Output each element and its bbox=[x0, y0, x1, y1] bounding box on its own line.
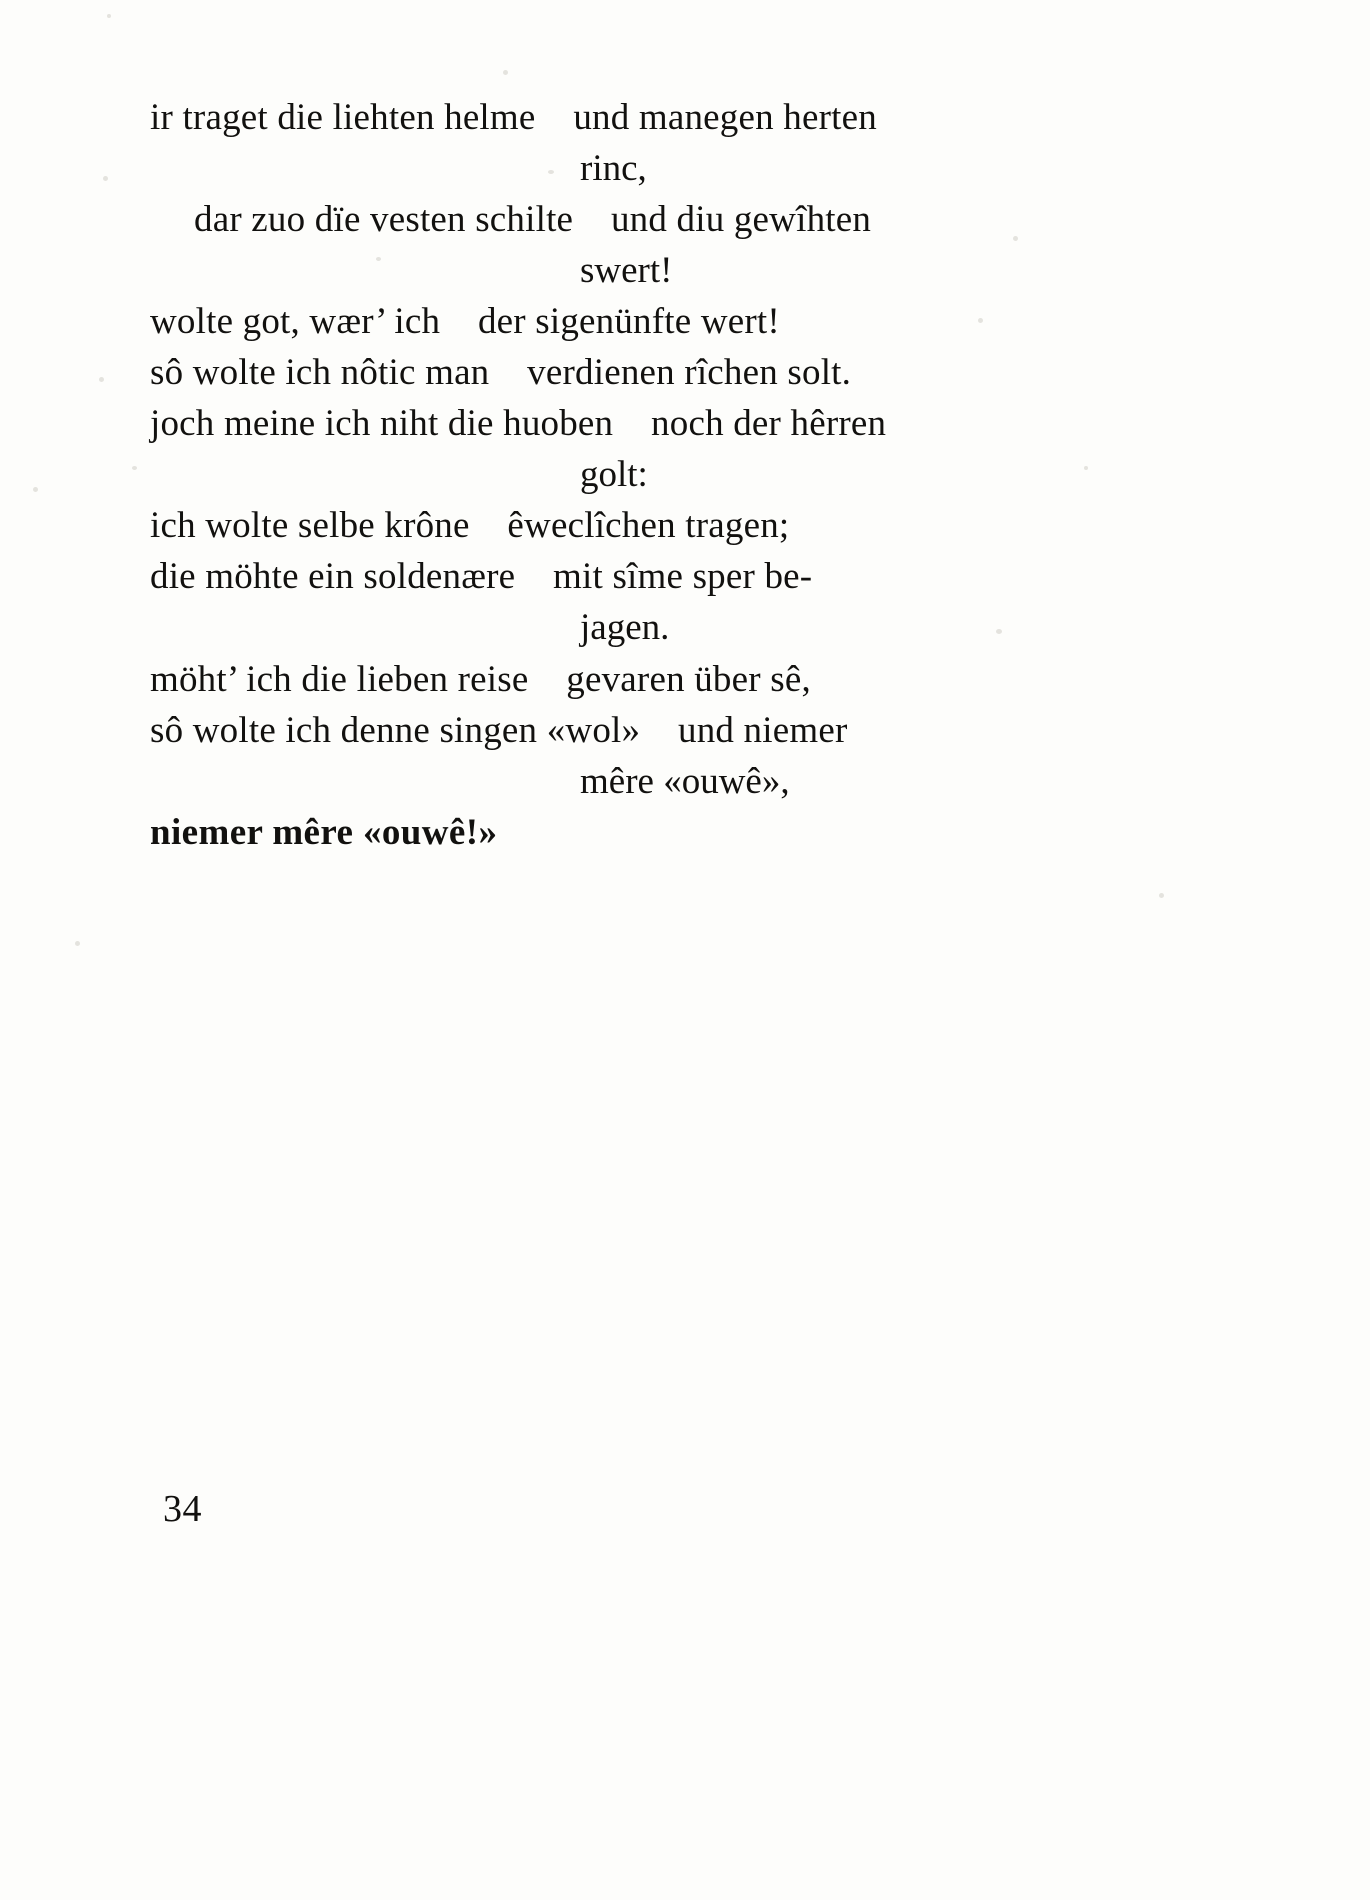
poem-line-final: niemer mêre «ouwê!» bbox=[150, 811, 498, 853]
scan-speck bbox=[103, 176, 108, 181]
poem-line-runover: rinc, bbox=[580, 148, 647, 190]
poem-line: ich wolte selbe krône êweclîchen tragen; bbox=[150, 505, 790, 547]
poem-line: die möhte ein soldenære mit sîme sper be- bbox=[150, 556, 813, 598]
scan-speck bbox=[33, 487, 38, 492]
poem-line: sô wolte ich denne singen «wol» und niemer bbox=[150, 709, 848, 751]
poem-body bbox=[150, 92, 1230, 858]
poem-line-runover: golt: bbox=[580, 454, 648, 496]
scan-speck bbox=[132, 466, 137, 470]
poem-line: möht’ ich die lieben reise gevaren über sê, bbox=[150, 658, 811, 700]
page-number: 34 bbox=[163, 1488, 202, 1530]
scan-speck bbox=[503, 70, 508, 75]
poem-line: ir traget die liehten helme und manegen herten bbox=[150, 97, 877, 138]
poem-line-runover: jagen. bbox=[580, 607, 670, 649]
scan-speck bbox=[99, 377, 104, 382]
poem-line: sô wolte ich nôtic man verdienen rîchen solt. bbox=[150, 352, 852, 394]
poem-line: joch meine ich niht die huoben noch der hêrren bbox=[150, 403, 887, 445]
poem-line-runover: swert! bbox=[580, 250, 673, 292]
poem-line: dar zuo dïe vesten schilte und diu gewîhten bbox=[194, 199, 872, 241]
poem-line: wolte got, wær’ ich der sigenünfte wert! bbox=[150, 301, 780, 343]
scan-speck bbox=[75, 941, 80, 946]
poem-line-runover: mêre «ouwê», bbox=[580, 760, 790, 802]
scan-speck bbox=[107, 14, 111, 18]
scan-speck bbox=[1159, 893, 1164, 898]
